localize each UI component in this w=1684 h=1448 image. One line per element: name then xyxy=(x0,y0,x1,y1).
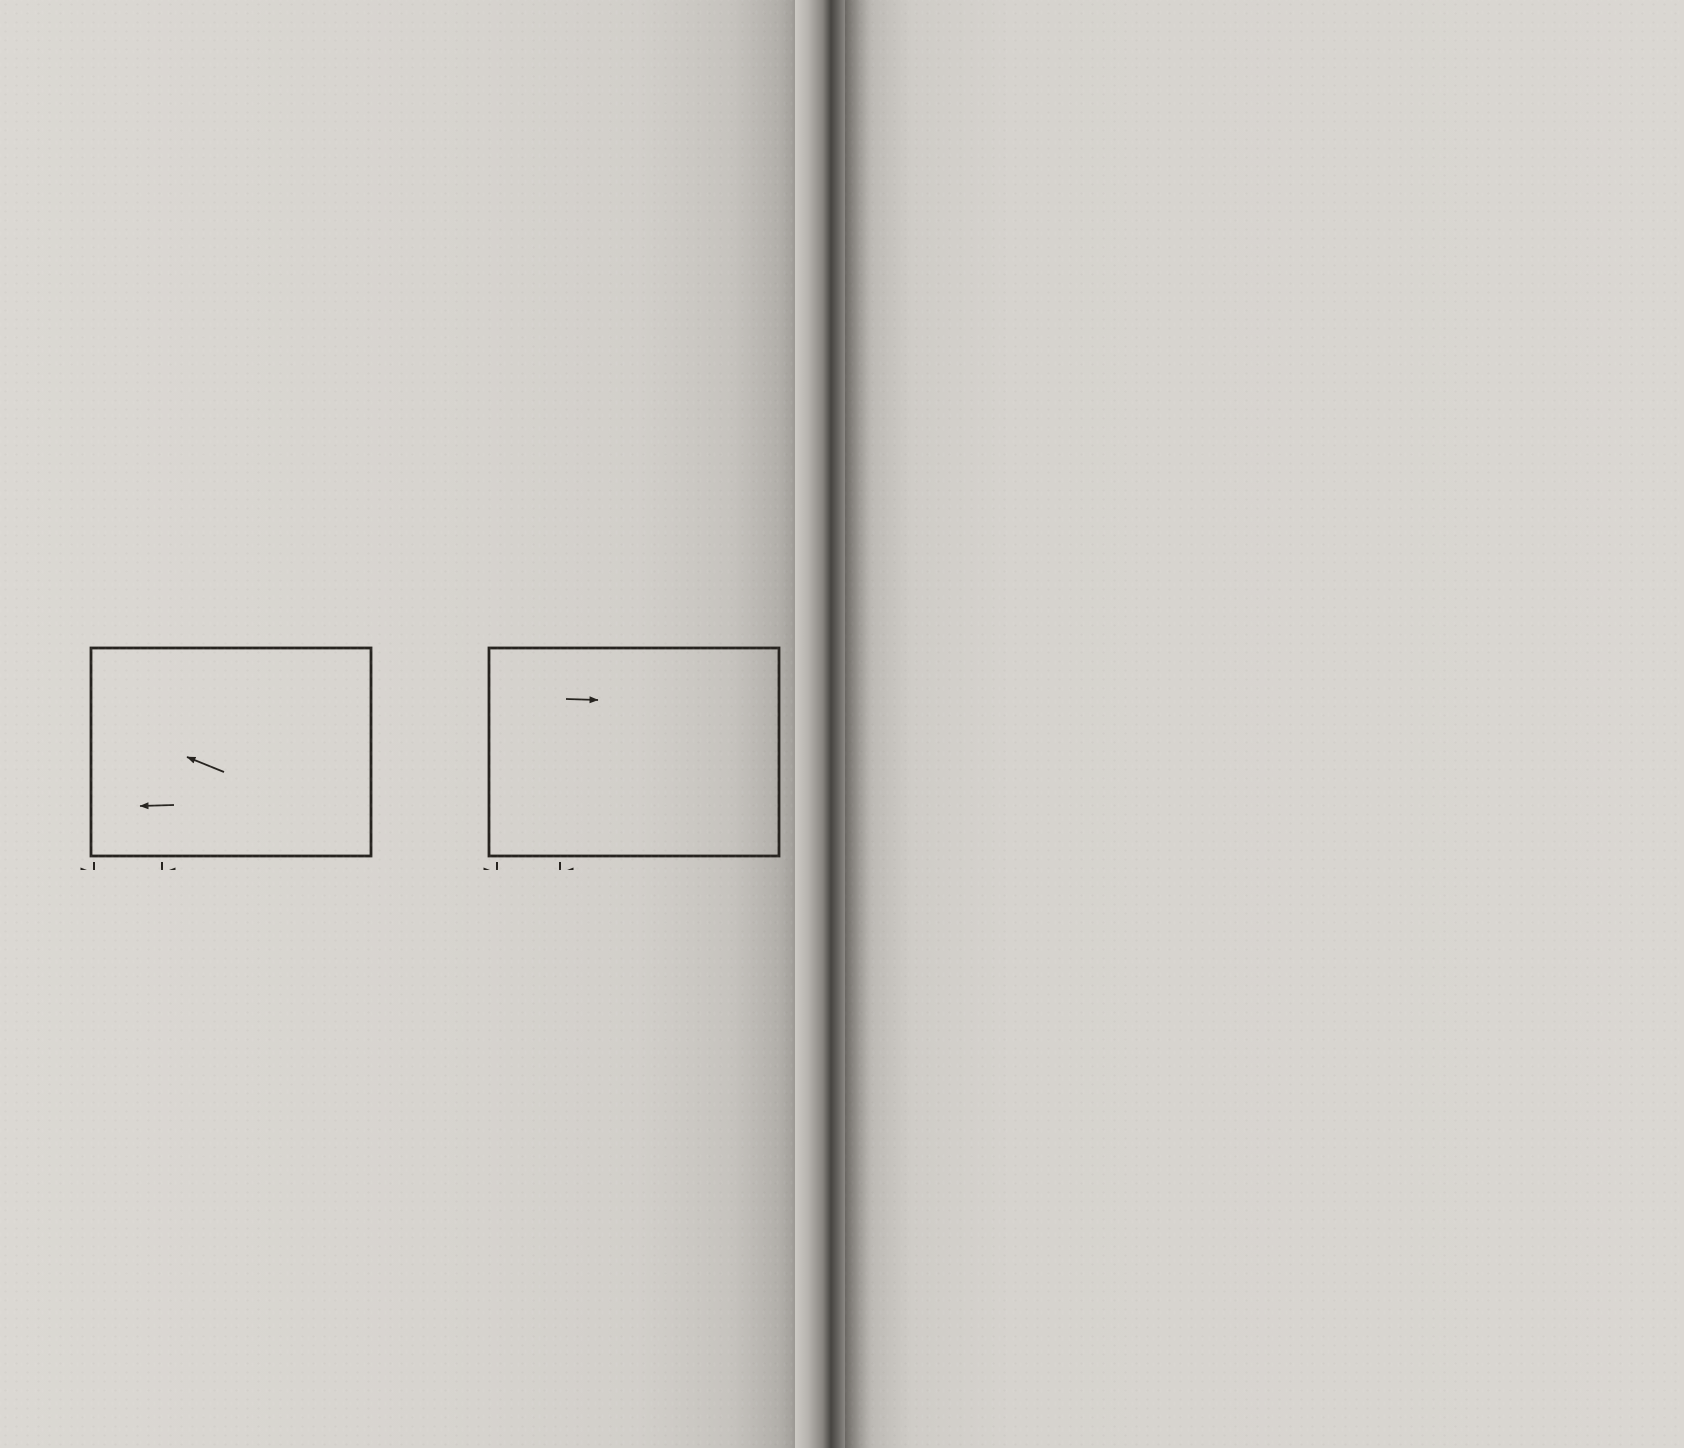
page-header-right xyxy=(875,40,1663,80)
flame-travel-chart xyxy=(64,648,371,870)
knock-arrow xyxy=(566,699,598,700)
flame-front-arrow xyxy=(140,805,174,806)
flame-chart-angle-scale xyxy=(64,862,188,870)
pressure-chart-frame xyxy=(489,648,779,856)
page-header-left xyxy=(25,14,747,54)
flame-chart-frame xyxy=(91,648,371,856)
page-left xyxy=(0,0,795,1448)
pressure-chart-angle-scale xyxy=(466,862,586,870)
figure-charts xyxy=(25,598,781,870)
knock-arrow xyxy=(187,757,224,772)
page-right xyxy=(845,0,1684,1448)
pressure-rise-chart xyxy=(466,648,779,870)
binding-gutter-shadow xyxy=(790,0,872,1448)
